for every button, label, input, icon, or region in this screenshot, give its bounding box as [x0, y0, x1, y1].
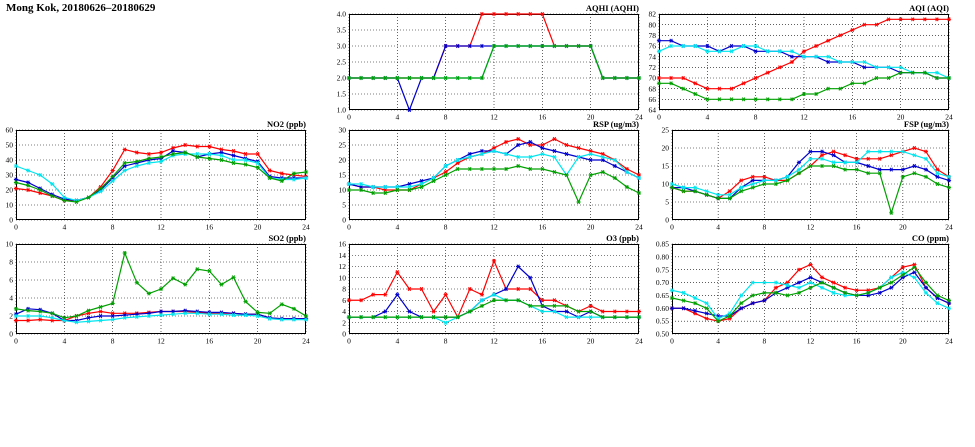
- chart-panel-aqhi: [315, 2, 643, 126]
- plot-svg: [638, 232, 953, 350]
- svg-text:0: 0: [347, 112, 351, 122]
- svg-text:12: 12: [490, 336, 498, 346]
- plot-svg: [625, 2, 953, 126]
- svg-text:10: 10: [338, 273, 346, 283]
- panel-title: FSP (ug/m3): [903, 119, 949, 129]
- svg-text:20: 20: [253, 336, 262, 346]
- svg-text:12: 12: [338, 262, 346, 272]
- svg-text:0: 0: [14, 222, 18, 232]
- svg-text:0.75: 0.75: [655, 265, 669, 275]
- svg-text:4.0: 4.0: [336, 9, 346, 19]
- svg-text:16: 16: [205, 336, 214, 346]
- svg-text:2.5: 2.5: [336, 57, 346, 67]
- svg-text:3.0: 3.0: [336, 41, 346, 51]
- svg-text:12: 12: [157, 336, 165, 346]
- svg-text:60: 60: [5, 125, 13, 135]
- plot-svg: [0, 118, 310, 236]
- svg-text:12: 12: [157, 222, 165, 232]
- chart-panel-no2: [0, 118, 310, 236]
- svg-text:15: 15: [338, 170, 346, 180]
- svg-text:0: 0: [670, 222, 674, 232]
- panel-title: AQI (AQI): [909, 3, 949, 13]
- svg-text:24: 24: [635, 112, 643, 122]
- svg-text:24: 24: [635, 222, 643, 232]
- svg-text:8: 8: [753, 112, 758, 122]
- svg-text:10: 10: [5, 239, 13, 249]
- plot-svg: [315, 232, 643, 350]
- svg-text:64: 64: [648, 105, 656, 115]
- svg-text:8: 8: [762, 222, 767, 232]
- svg-text:68: 68: [648, 84, 656, 94]
- svg-text:10: 10: [661, 179, 669, 189]
- svg-text:8: 8: [443, 112, 448, 122]
- figure-title: Mong Kok, 20180626–20180629: [6, 2, 156, 14]
- svg-text:20: 20: [896, 112, 905, 122]
- svg-text:0: 0: [657, 112, 661, 122]
- svg-text:40: 40: [5, 155, 13, 165]
- svg-text:0.85: 0.85: [655, 239, 669, 249]
- svg-text:74: 74: [648, 52, 656, 62]
- svg-text:20: 20: [586, 336, 595, 346]
- svg-text:15: 15: [661, 161, 669, 171]
- svg-text:0: 0: [347, 336, 351, 346]
- svg-text:0: 0: [342, 215, 346, 225]
- svg-text:0.80: 0.80: [655, 252, 669, 262]
- svg-text:0.50: 0.50: [655, 329, 669, 339]
- panel-title: CO (ppm): [911, 233, 949, 243]
- svg-text:8: 8: [762, 336, 767, 346]
- svg-text:10: 10: [5, 200, 13, 210]
- svg-text:4: 4: [9, 293, 13, 303]
- svg-text:20: 20: [253, 222, 262, 232]
- panel-title: AQHI (AQHI): [585, 3, 639, 13]
- svg-text:4: 4: [705, 112, 710, 122]
- svg-text:8: 8: [443, 222, 448, 232]
- svg-text:0: 0: [342, 329, 346, 339]
- svg-text:82: 82: [648, 9, 656, 19]
- svg-text:16: 16: [205, 222, 214, 232]
- svg-text:16: 16: [538, 112, 547, 122]
- svg-text:20: 20: [586, 112, 595, 122]
- svg-text:20: 20: [338, 155, 346, 165]
- svg-text:8: 8: [443, 336, 448, 346]
- svg-text:20: 20: [661, 143, 669, 153]
- panel-title: SO2 (ppb): [268, 233, 306, 243]
- svg-text:10: 10: [338, 185, 346, 195]
- svg-text:16: 16: [852, 336, 861, 346]
- panel-title: NO2 (ppb): [267, 119, 306, 129]
- svg-text:4: 4: [342, 307, 346, 317]
- svg-text:5: 5: [342, 200, 346, 210]
- svg-text:6: 6: [9, 275, 13, 285]
- svg-text:1.5: 1.5: [336, 89, 346, 99]
- plot-svg: [315, 2, 643, 126]
- svg-text:16: 16: [852, 222, 861, 232]
- svg-text:0: 0: [665, 215, 669, 225]
- svg-text:80: 80: [648, 20, 656, 30]
- svg-text:12: 12: [806, 222, 815, 232]
- svg-text:5: 5: [665, 197, 669, 207]
- svg-text:24: 24: [302, 336, 310, 346]
- svg-text:0.55: 0.55: [655, 316, 669, 326]
- svg-text:78: 78: [648, 30, 656, 40]
- svg-text:16: 16: [338, 239, 346, 249]
- svg-text:4: 4: [395, 112, 400, 122]
- svg-text:4: 4: [716, 336, 721, 346]
- svg-text:20: 20: [586, 222, 595, 232]
- svg-text:8: 8: [9, 257, 13, 267]
- chart-panel-o3: [315, 232, 643, 350]
- plot-svg: [638, 118, 953, 236]
- chart-panel-rsp: [315, 118, 643, 236]
- svg-text:66: 66: [648, 94, 656, 104]
- svg-text:24: 24: [302, 222, 310, 232]
- svg-text:0: 0: [14, 336, 18, 346]
- svg-text:12: 12: [806, 336, 815, 346]
- svg-text:30: 30: [5, 170, 13, 180]
- svg-text:20: 20: [5, 185, 13, 195]
- svg-text:0.70: 0.70: [655, 278, 669, 288]
- svg-text:16: 16: [538, 336, 547, 346]
- svg-text:0: 0: [670, 336, 674, 346]
- svg-text:24: 24: [945, 222, 953, 232]
- svg-text:4: 4: [62, 222, 67, 232]
- chart-panel-co: [638, 232, 953, 350]
- svg-text:3.5: 3.5: [336, 25, 346, 35]
- svg-text:0.65: 0.65: [655, 291, 669, 301]
- svg-text:76: 76: [648, 41, 656, 51]
- svg-text:0.60: 0.60: [655, 303, 669, 313]
- svg-text:24: 24: [945, 336, 953, 346]
- svg-text:50: 50: [5, 140, 13, 150]
- svg-text:8: 8: [342, 284, 346, 294]
- svg-text:2: 2: [9, 311, 13, 321]
- svg-text:14: 14: [338, 250, 346, 260]
- svg-text:6: 6: [342, 295, 346, 305]
- panel-title: O3 (ppb): [606, 233, 639, 243]
- svg-text:2.0: 2.0: [336, 73, 346, 83]
- svg-text:16: 16: [538, 222, 547, 232]
- svg-text:8: 8: [110, 222, 115, 232]
- svg-text:30: 30: [338, 125, 346, 135]
- svg-text:20: 20: [899, 336, 907, 346]
- svg-text:0: 0: [347, 222, 351, 232]
- svg-text:4: 4: [395, 336, 400, 346]
- svg-text:72: 72: [648, 62, 656, 72]
- svg-text:12: 12: [490, 222, 498, 232]
- svg-text:16: 16: [848, 112, 857, 122]
- svg-text:4: 4: [395, 222, 400, 232]
- svg-text:12: 12: [490, 112, 498, 122]
- svg-text:24: 24: [945, 112, 953, 122]
- svg-text:1.0: 1.0: [336, 105, 346, 115]
- svg-text:8: 8: [110, 336, 115, 346]
- svg-text:4: 4: [716, 222, 721, 232]
- chart-panel-aqi: [625, 2, 953, 126]
- svg-text:25: 25: [338, 140, 346, 150]
- svg-text:0: 0: [9, 215, 13, 225]
- svg-text:20: 20: [899, 222, 907, 232]
- svg-text:24: 24: [635, 336, 643, 346]
- svg-text:70: 70: [648, 73, 656, 83]
- svg-text:4: 4: [62, 336, 67, 346]
- panel-title: RSP (ug/m3): [592, 119, 639, 129]
- svg-text:25: 25: [661, 125, 669, 135]
- chart-panel-fsp: [638, 118, 953, 236]
- svg-text:12: 12: [800, 112, 808, 122]
- plot-svg: [0, 232, 310, 350]
- chart-panel-so2: [0, 232, 310, 350]
- plot-svg: [315, 118, 643, 236]
- svg-text:0: 0: [9, 329, 13, 339]
- svg-text:2: 2: [342, 318, 346, 328]
